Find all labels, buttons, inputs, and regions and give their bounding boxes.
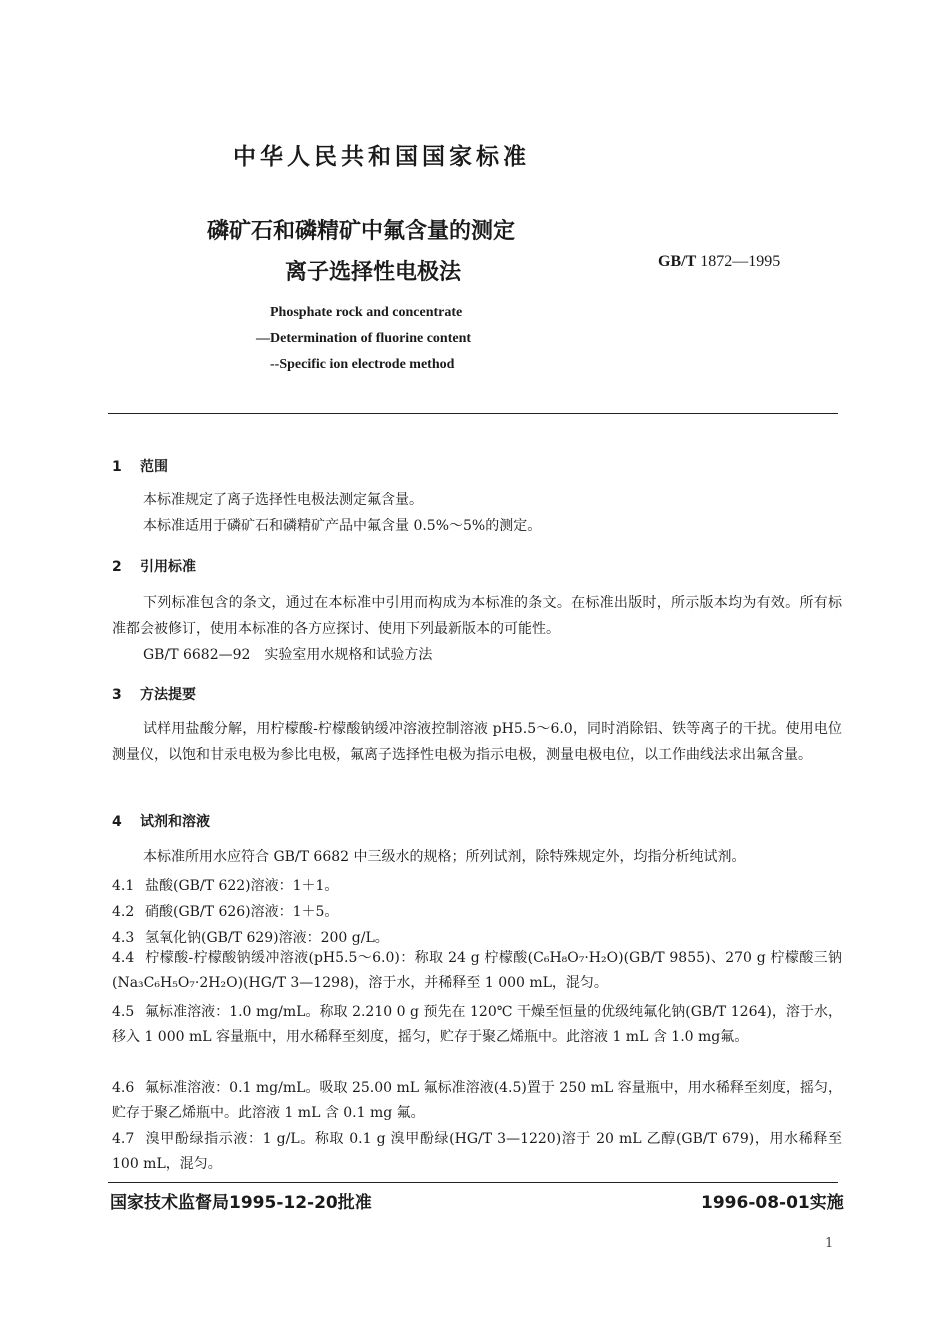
item-number: 4.6 — [112, 1080, 135, 1096]
section-4-title: 试剂和溶液 — [140, 814, 210, 830]
standard-code-number: 1872—1995 — [700, 253, 781, 270]
section-1-title: 范围 — [140, 459, 168, 475]
list-item-4-2 — [112, 901, 338, 921]
section-1-number: 1 — [112, 459, 122, 475]
english-title-line-3: --Specific ion electrode method — [270, 357, 455, 372]
section-3-paragraph: 试样用盐酸分解，用柠檬酸-柠檬酸钠缓冲溶液控制溶液 pH5.5～6.0，同时消除铝、铁等离子的干扰。使用电位测量仪，以饱和甘汞电极为参比电极，氟离子选择性电极为指示电极，测量电极电位，以工作曲线法求出氟含量。 — [112, 721, 842, 763]
section-4-intro: 本标准所用水应符合 GB/T 6682 中三级水的规格；所列试剂，除特殊规定外，均指分析纯试剂。 — [143, 849, 746, 865]
standard-code-prefix: GB/T — [658, 253, 697, 270]
item-text: 硝酸(GB/T 626)溶液：1＋5。 — [145, 904, 339, 920]
item-number: 4.5 — [112, 1004, 135, 1020]
list-item-4-1 — [112, 875, 338, 895]
section-2-heading — [112, 556, 196, 576]
national-standard-title: 中华人民共和国国家标准 — [233, 144, 530, 170]
footer-divider — [108, 1182, 838, 1183]
item-text: 氢氧化钠(GB/T 629)溶液：200 g/L。 — [145, 930, 389, 946]
document-title-line-2: 离子选择性电极法 — [285, 260, 462, 285]
item-text: 溴甲酚绿指示液：1 g/L。称取 0.1 g 溴甲酚绿(HG/T 3—1220)溶于 20 mL 乙醇(GB/T 679)，用水稀释至 100 mL，混匀。 — [112, 1131, 842, 1172]
section-2-title: 引用标准 — [140, 559, 196, 575]
section-3-heading — [112, 684, 196, 704]
section-1-paragraph-2: 本标准适用于磷矿石和磷精矿产品中氟含量 0.5%～5%的测定。 — [143, 518, 542, 534]
english-title-line-2: —Determination of fluorine content — [256, 331, 472, 346]
section-2-reference: GB/T 6682—92 实验室用水规格和试验方法 — [143, 647, 433, 663]
list-item-4-7 — [112, 1127, 842, 1177]
list-item-4-3 — [112, 927, 389, 947]
section-2-paragraph-1: 下列标准包含的条文，通过在本标准中引用而构成为本标准的条文。在标准出版时，所示版本均为有效。所有标准都会被修订，使用本标准的各方应探讨、使用下列最新版本的可能性。 — [112, 595, 842, 637]
list-item-4-6 — [112, 1076, 842, 1126]
section-4-heading — [112, 811, 210, 831]
header-divider — [108, 413, 838, 414]
item-number: 4.3 — [112, 930, 135, 946]
section-1-heading — [112, 456, 168, 476]
approval-date: 国家技术监督局1995-12-20批准 — [110, 1193, 372, 1213]
item-number: 4.4 — [112, 950, 135, 966]
document-title-line-1: 磷矿石和磷精矿中氟含量的测定 — [207, 219, 516, 244]
section-4-number: 4 — [112, 814, 122, 830]
item-text: 氟标准溶液：0.1 mg/mL。吸取 25.00 mL 氟标准溶液(4.5)置于 250 mL 容量瓶中，用水稀释至刻度，摇匀，贮存于聚乙烯瓶中。此溶液 1 mL 含 0.1 mg 氟。 — [112, 1080, 842, 1121]
list-item-4-5 — [112, 1000, 842, 1050]
item-text: 盐酸(GB/T 622)溶液：1＋1。 — [145, 878, 339, 894]
standard-code — [658, 253, 780, 271]
item-text: 柠檬酸-柠檬酸钠缓冲溶液(pH5.5～6.0)：称取 24 g 柠檬酸(C₆H₈O₇·H₂O)(GB/T 9855)、270 g 柠檬酸三钠(Na₃C₆H₅O₇·2H₂O)(HG/T 3—1298)，溶于水，并稀释至 1 000 mL，混匀。 — [112, 950, 842, 991]
section-2-number: 2 — [112, 559, 122, 575]
english-title-line-1: Phosphate rock and concentrate — [270, 305, 463, 320]
section-3-title: 方法提要 — [140, 687, 196, 703]
item-number: 4.2 — [112, 904, 135, 920]
implementation-date: 1996-08-01实施 — [701, 1193, 844, 1213]
item-number: 4.1 — [112, 878, 135, 894]
section-3-number: 3 — [112, 687, 122, 703]
section-1-paragraph-1: 本标准规定了离子选择性电极法测定氟含量。 — [143, 492, 423, 508]
item-text: 氟标准溶液：1.0 mg/mL。称取 2.210 0 g 预先在 120℃ 干燥至恒量的优级纯氟化钠(GB/T 1264)，溶于水，移入 1 000 mL 容量瓶中，用水稀释至刻度，摇匀，贮存于聚乙烯瓶中。此溶液 1 mL 含 1.0 mg氟。 — [112, 1004, 842, 1045]
list-item-4-4 — [112, 946, 842, 996]
page-number: 1 — [825, 1236, 834, 1251]
item-number: 4.7 — [112, 1131, 135, 1147]
